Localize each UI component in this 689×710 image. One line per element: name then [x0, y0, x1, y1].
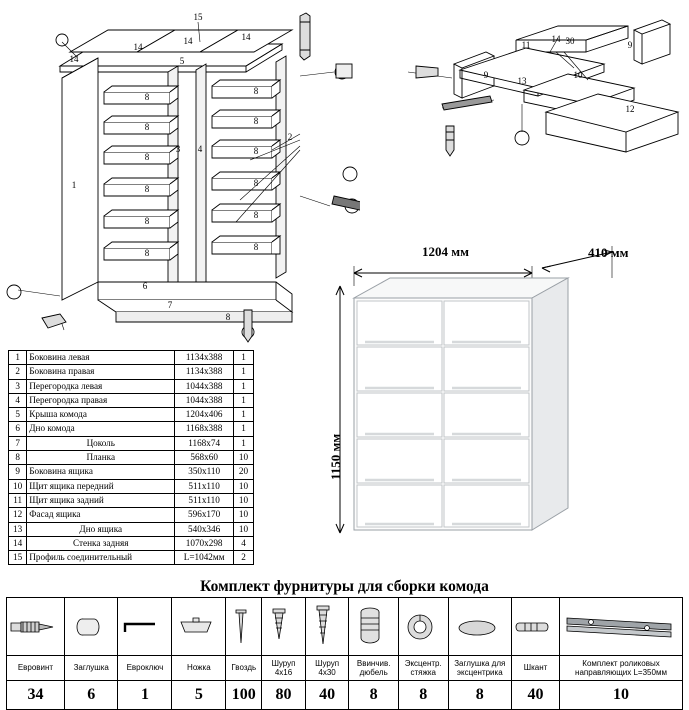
hardware-name: Евроключ: [118, 656, 172, 681]
dowel-icon: [349, 598, 399, 656]
hardware-name: Заглушка для эксцентрика: [448, 656, 512, 681]
euro-screw-icon: [7, 598, 65, 656]
svg-text:8: 8: [144, 184, 150, 194]
hardware-table: [6, 597, 683, 710]
table-row: 10 Щит ящика передний 511х110 10: [9, 479, 254, 493]
hardware-count: 6: [64, 681, 118, 710]
hardware-kit-title: Комплект фурнитуры для сборки комода: [200, 578, 489, 595]
hardware-name: Эксцентр. стяжка: [398, 656, 448, 681]
svg-text:1: 1: [71, 180, 77, 190]
hardware-count: 34: [7, 681, 65, 710]
hardware-name: Шуруп 4х30: [305, 656, 349, 681]
svg-text:11: 11: [521, 40, 531, 50]
table-row: 11 Щит ящика задний 511х110 10: [9, 493, 254, 507]
svg-text:14: 14: [551, 34, 561, 44]
hardware-name: Ввинчив. дюбель: [349, 656, 399, 681]
dowel-pin-icon: [512, 598, 560, 656]
svg-text:8: 8: [225, 312, 231, 322]
table-row: 14 Стенка задняя 1070х298 4: [9, 536, 254, 550]
table-row: 1 Боковина левая 1134х388 1: [9, 351, 254, 365]
eccentric-icon: [398, 598, 448, 656]
table-row: 13 Дно ящика 540х346 10: [9, 522, 254, 536]
table-row: 5 Крыша комода 1204х406 1: [9, 408, 254, 422]
svg-text:14: 14: [183, 36, 193, 46]
nail-icon: [226, 598, 262, 656]
table-row: 9 Боковина ящика 350х110 20: [9, 465, 254, 479]
hardware-names-row: [7, 656, 683, 681]
svg-text:5: 5: [179, 56, 185, 66]
height-dimension-label: 1150 мм: [328, 433, 343, 480]
table-row: 15 Профиль соединительный L=1042мм 2: [9, 551, 254, 565]
table-row: 3 Перегородка левая 1044х388 1: [9, 379, 254, 393]
table-row: 6 Дно комода 1168х388 1: [9, 422, 254, 436]
svg-text:8: 8: [144, 152, 150, 162]
foot-icon: [172, 598, 226, 656]
hardware-count: 40: [305, 681, 349, 710]
svg-text:14: 14: [69, 54, 79, 64]
parts-table: [8, 350, 254, 565]
svg-text:9: 9: [627, 40, 633, 50]
svg-text:8: 8: [253, 178, 259, 188]
svg-text:30: 30: [565, 36, 575, 46]
hardware-count: 8: [349, 681, 399, 710]
cabinet-exploded-diagram: [0, 0, 360, 345]
hardware-count: 1: [118, 681, 172, 710]
euro-key-icon: [118, 598, 172, 656]
svg-text:14: 14: [133, 42, 143, 52]
hardware-count: 8: [398, 681, 448, 710]
hardware-count: 5: [172, 681, 226, 710]
cap-icon: [64, 598, 118, 656]
hardware-icons-row: [7, 598, 683, 656]
hardware-name: Гвоздь: [226, 656, 262, 681]
hardware-name: Заглушка: [64, 656, 118, 681]
svg-text:8: 8: [144, 92, 150, 102]
drawer-exploded-diagram: [398, 8, 688, 158]
svg-text:2: 2: [287, 132, 293, 142]
screw-icon: [305, 598, 349, 656]
hardware-name: Шуруп 4х16: [262, 656, 306, 681]
hardware-count: 100: [226, 681, 262, 710]
hardware-counts-row: [7, 681, 683, 710]
svg-text:8: 8: [253, 86, 259, 96]
hardware-name: Ножка: [172, 656, 226, 681]
table-row: 2 Боковина правая 1134х388 1: [9, 365, 254, 379]
hardware-name: Шкант: [512, 656, 560, 681]
hardware-name: Комплект роликовых направляющих L=350мм: [560, 656, 683, 681]
svg-text:8: 8: [144, 216, 150, 226]
svg-text:8: 8: [144, 122, 150, 132]
width-dimension-label: 1204 мм: [422, 244, 469, 259]
svg-text:10: 10: [573, 70, 583, 80]
svg-text:15: 15: [193, 12, 203, 22]
svg-text:8: 8: [144, 248, 150, 258]
depth-dimension-label: 410 мм: [588, 245, 629, 260]
svg-text:13: 13: [517, 76, 527, 86]
hardware-count: 80: [262, 681, 306, 710]
table-row: 7 Цоколь 1168х74 1: [9, 436, 254, 450]
svg-text:4: 4: [197, 144, 203, 154]
hardware-name: Евровинт: [7, 656, 65, 681]
hardware-count: 40: [512, 681, 560, 710]
svg-text:7: 7: [167, 300, 173, 310]
svg-text:14: 14: [241, 32, 251, 42]
eccentric-cap-icon: [448, 598, 512, 656]
hardware-count: 8: [448, 681, 512, 710]
svg-text:3: 3: [175, 144, 181, 154]
table-row: 12 Фасад ящика 596х170 10: [9, 508, 254, 522]
hardware-count: 10: [560, 681, 683, 710]
svg-text:8: 8: [253, 146, 259, 156]
svg-text:8: 8: [253, 210, 259, 220]
svg-text:9: 9: [483, 70, 489, 80]
rail-set-icon: [560, 598, 683, 656]
chest-dimension-view: [320, 238, 689, 573]
table-row: 8 Планка 568х60 10: [9, 451, 254, 465]
parts-table-body: [9, 351, 254, 565]
svg-text:8: 8: [253, 116, 259, 126]
svg-text:6: 6: [142, 281, 148, 291]
table-row: 4 Перегородка правая 1044х388 1: [9, 393, 254, 407]
svg-text:8: 8: [253, 242, 259, 252]
svg-text:12: 12: [625, 104, 635, 114]
screw-icon: [262, 598, 306, 656]
